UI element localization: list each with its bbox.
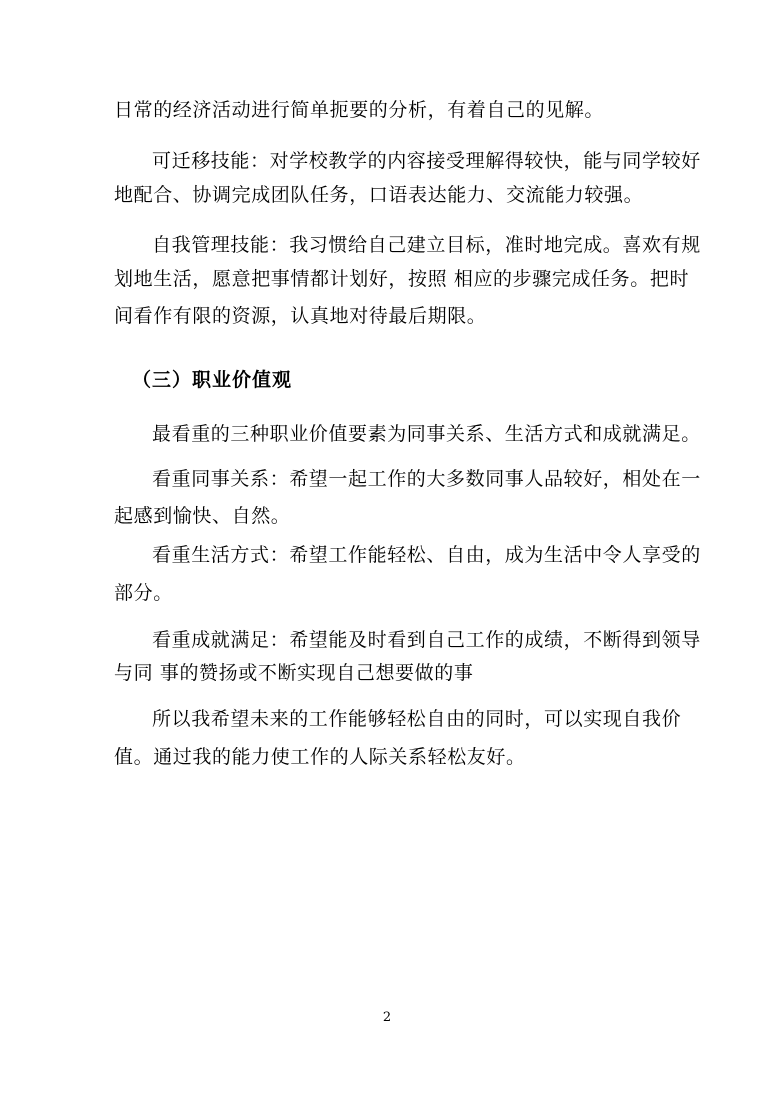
- paragraph-line: 间看作有限的资源，认真地对待最后期限。: [114, 305, 487, 327]
- paragraph-line: 部分。: [114, 582, 173, 604]
- paragraph-line: 看重生活方式：希望工作能轻松、自由，成为生活中令人享受的: [152, 544, 701, 566]
- paragraph-line: 值。通过我的能力使工作的人际关系轻松友好。: [114, 746, 526, 768]
- paragraph-line: 自我管理技能：我习惯给自己建立目标，准时地完成。喜欢有规: [152, 234, 701, 256]
- paragraph-line: 看重成就满足：希望能及时看到自己工作的成绩，不断得到领导: [152, 629, 701, 651]
- paragraph-line: 所以我希望未来的工作能够轻松自由的同时，可以实现自我价: [152, 708, 682, 730]
- paragraph-line: 日常的经济活动进行简单扼要的分析，有着自己的见解。: [114, 99, 605, 121]
- paragraph-line: 可迁移技能：对学校教学的内容接受理解得较快，能与同学较好: [152, 150, 701, 172]
- paragraph-line: 最看重的三种职业价值要素为同事关系、生活方式和成就满足。: [152, 423, 701, 445]
- paragraph-line: 地配合、协调完成团队任务，口语表达能力、交流能力较强。: [114, 184, 644, 206]
- paragraph-line: 起感到愉快、自然。: [114, 505, 291, 527]
- paragraph-line: 与同 事的赞扬或不断实现自己想要做的事: [114, 662, 474, 684]
- paragraph-line: 看重同事关系：希望一起工作的大多数同事人品较好，相处在一: [152, 468, 701, 490]
- paragraph-line: 划地生活，愿意把事情都计划好，按照 相应的步骤完成任务。把时: [114, 268, 690, 290]
- page-number: 2: [382, 1010, 392, 1025]
- section-heading: （三）职业价值观: [132, 369, 293, 391]
